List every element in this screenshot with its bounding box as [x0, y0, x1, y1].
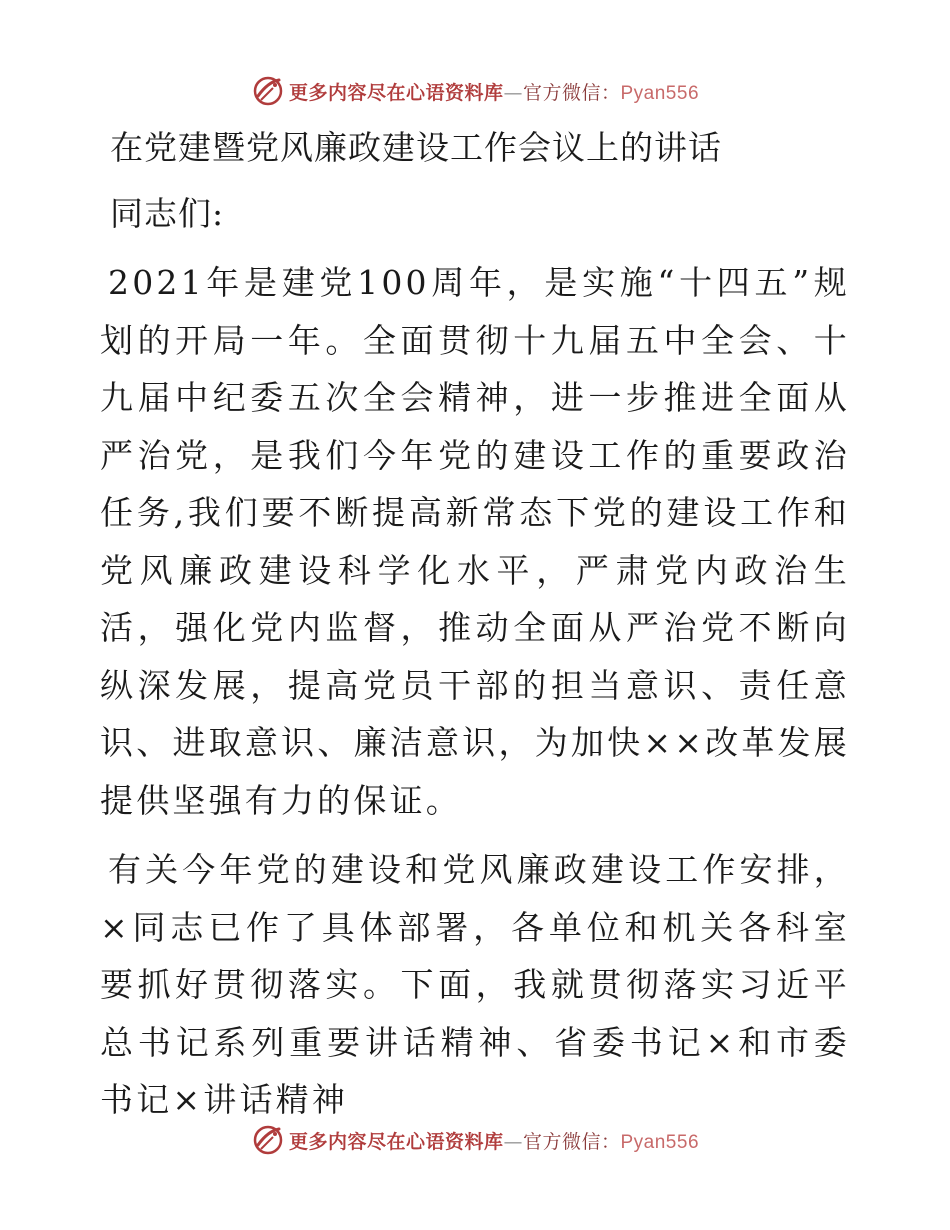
watermark-text	[289, 78, 699, 105]
watermark-text	[289, 1127, 699, 1154]
watermark-label: 官方微信：	[522, 81, 621, 104]
footer-watermark	[0, 1120, 950, 1160]
header-watermark	[0, 71, 950, 111]
watermark-brand: 更多内容尽在心语资料库	[288, 1130, 504, 1153]
document-body	[100, 120, 850, 1129]
watermark-separator: —	[503, 1130, 523, 1153]
paragraph-2: 有关今年党的建设和党风廉政建设工作安排，×同志已作了具体部署，各单位和机关各科室要抓好贯彻落实。下面，我就贯彻落实习近平总书记系列重要讲话精神、省委书记×和市委书记×讲话精神	[100, 850, 850, 1119]
watermark-separator: —	[503, 81, 523, 104]
watermark-wechat-id: Pyan556	[620, 1131, 700, 1153]
salutation: 同志们:	[110, 194, 225, 233]
pen-logo-icon	[251, 74, 285, 108]
document-title: 在党建暨党风廉政建设工作会议上的讲话	[110, 128, 722, 167]
watermark-label: 官方微信：	[522, 1130, 621, 1153]
paragraph-1: 2021年是建党100周年，是实施“十四五”规划的开局一年。全面贯彻十九届五中全会、十九届中纪委五次全会精神，进一步推进全面从严治党，是我们今年党的建设工作的重要政治任务,我们要不断提高新常态下党的建设工作和党风廉政建设科学化水平，严肃党内政治生活，强化党内监督，推动全面从严治党不断向纵深发展，提高党员干部的担当意识、责任意识、进取意识、廉洁意识，为加快××改革发展提供坚强有力的保证。	[100, 263, 850, 820]
watermark-brand: 更多内容尽在心语资料库	[288, 81, 504, 104]
pen-logo-icon	[251, 1123, 285, 1157]
watermark-wechat-id: Pyan556	[620, 82, 700, 104]
